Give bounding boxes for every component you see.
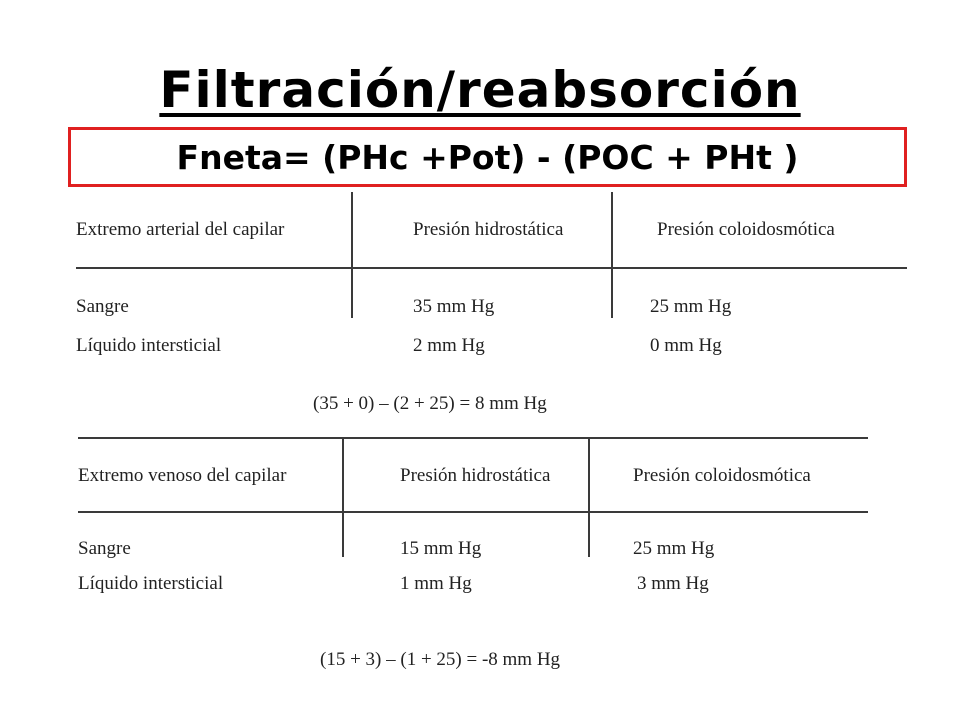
venous-top-rule	[78, 437, 868, 439]
arterial-vertical-divider-2	[611, 192, 613, 318]
arterial-equation: (35 + 0) – (2 + 25) = 8 mm Hg	[313, 393, 547, 414]
venous-header-oncotic: Presión coloidosmótica	[633, 465, 811, 486]
venous-vertical-divider-2	[588, 437, 590, 557]
slide-title: Filtración/reabsorción	[159, 61, 801, 119]
venous-header-rule	[78, 511, 868, 513]
venous-row-blood-hydrostatic: 15 mm Hg	[400, 538, 482, 559]
formula-text: Fneta= (PHc +Pot) - (POC + PHt )	[176, 137, 799, 177]
arterial-row-blood-label: Sangre	[76, 296, 129, 317]
arterial-row-interstitial-hydrostatic: 2 mm Hg	[413, 335, 485, 356]
arterial-header-rule	[76, 267, 907, 269]
arterial-row-blood-oncotic: 25 mm Hg	[650, 296, 732, 317]
venous-row-blood-oncotic: 25 mm Hg	[633, 538, 715, 559]
arterial-row-blood-hydrostatic: 35 mm Hg	[413, 296, 495, 317]
venous-row-interstitial-oncotic: 3 mm Hg	[637, 573, 709, 594]
arterial-row-interstitial-label: Líquido intersticial	[76, 335, 222, 356]
venous-row-blood-label: Sangre	[78, 538, 131, 559]
venous-equation: (15 + 3) – (1 + 25) = -8 mm Hg	[320, 649, 561, 670]
arterial-vertical-divider-1	[351, 192, 353, 318]
arterial-header-hydrostatic: Presión hidrostática	[413, 219, 564, 240]
venous-vertical-divider-1	[342, 437, 344, 557]
net-filtration-formula	[68, 127, 907, 187]
venous-header-label: Extremo venoso del capilar	[78, 465, 287, 486]
arterial-header-label: Extremo arterial del capilar	[76, 219, 285, 240]
venous-header-hydrostatic: Presión hidrostática	[400, 465, 551, 486]
venous-row-interstitial-hydrostatic: 1 mm Hg	[400, 573, 472, 594]
arterial-row-interstitial-oncotic: 0 mm Hg	[650, 335, 722, 356]
venous-row-interstitial-label: Líquido intersticial	[78, 573, 224, 594]
arterial-header-oncotic: Presión coloidosmótica	[657, 219, 835, 240]
